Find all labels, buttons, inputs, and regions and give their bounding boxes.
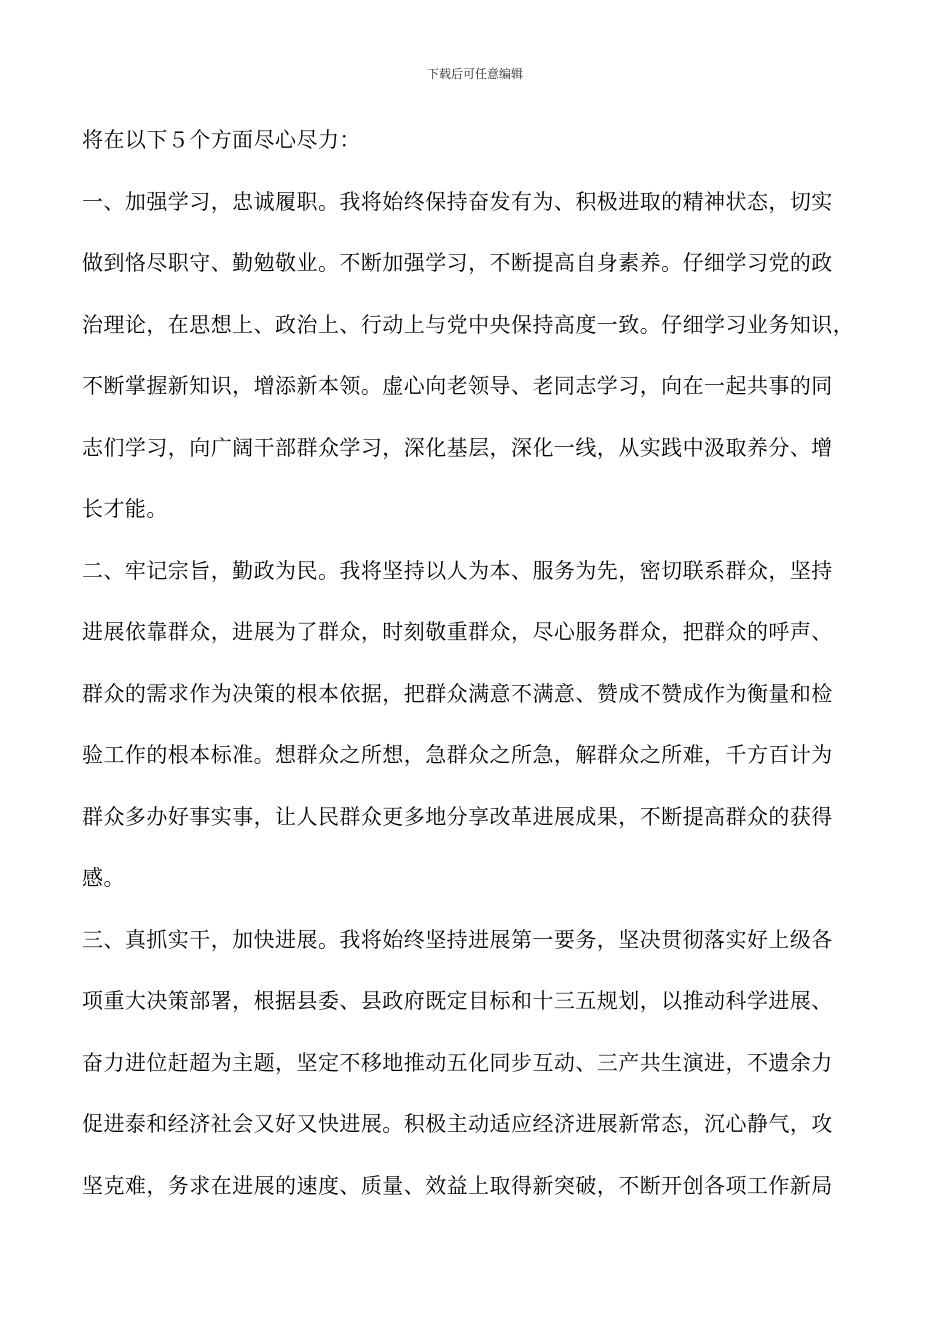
text-line: 项重大决策部署，根据县委、县政府既定目标和十三五规划，以推动科学进展、 — [82, 989, 833, 1013]
text-line: 群众的需求作为决策的根本依据，把群众满意不满意、赞成不赞成作为衡量和检 — [82, 681, 833, 706]
text-line: 一、加强学习，忠诚履职。我将始终保持奋发有为、积极进取的精神状态，切实 — [82, 189, 833, 214]
text-line: 不断掌握新知识，增添新本领。虚心向老领导、老同志学习，向在一起共事的同 — [82, 374, 833, 398]
text-line: 坚克难，务求在进展的速度、质量、效益上取得新突破，不断开创各项工作新局 — [82, 1173, 833, 1198]
text-line: 做到恪尽职守、勤勉敬业。不断加强学习，不断提高自身素养。仔细学习党的政 — [82, 251, 833, 275]
text-line: 促进泰和经济社会又好又快进展。积极主动适应经济进展新常态，沉心静气，攻 — [82, 1112, 833, 1136]
page-header-note: 下载后可任意编辑 — [426, 67, 523, 81]
text-line: 验工作的根本标准。想群众之所想，急群众之所急，解群众之所难，千方百计为 — [82, 743, 833, 767]
text-line: 志们学习，向广阔干部群众学习，深化基层，深化一线，从实践中汲取养分、增 — [82, 435, 833, 460]
text-line: 将在以下５个方面尽心尽力： — [82, 128, 361, 152]
document-body — [82, 120, 872, 1227]
text-line: 二、牢记宗旨，勤政为民。我将坚持以人为本、服务为先，密切联系群众，坚持 — [82, 558, 833, 583]
text-line: 感。 — [82, 866, 125, 890]
text-line: 三、真抓实干，加快进展。我将始终坚持进展第一要务，坚决贯彻落实好上级各 — [82, 927, 833, 952]
text-line: 治理论，在思想上、政治上、行动上与党中央保持高度一致。仔细学习业务知识， — [82, 312, 855, 337]
text-line: 长才能。 — [82, 497, 168, 521]
text-line: 奋力进位赶超为主题，坚定不移地推动五化同步互动、三产共生演进，不遗余力 — [82, 1050, 833, 1075]
text-line: 进展依靠群众，进展为了群众，时刻敬重群众，尽心服务群众，把群众的呼声、 — [82, 620, 833, 644]
text-line: 群众多办好事实事，让人民群众更多地分享改革进展成果，不断提高群众的获得 — [82, 804, 833, 829]
